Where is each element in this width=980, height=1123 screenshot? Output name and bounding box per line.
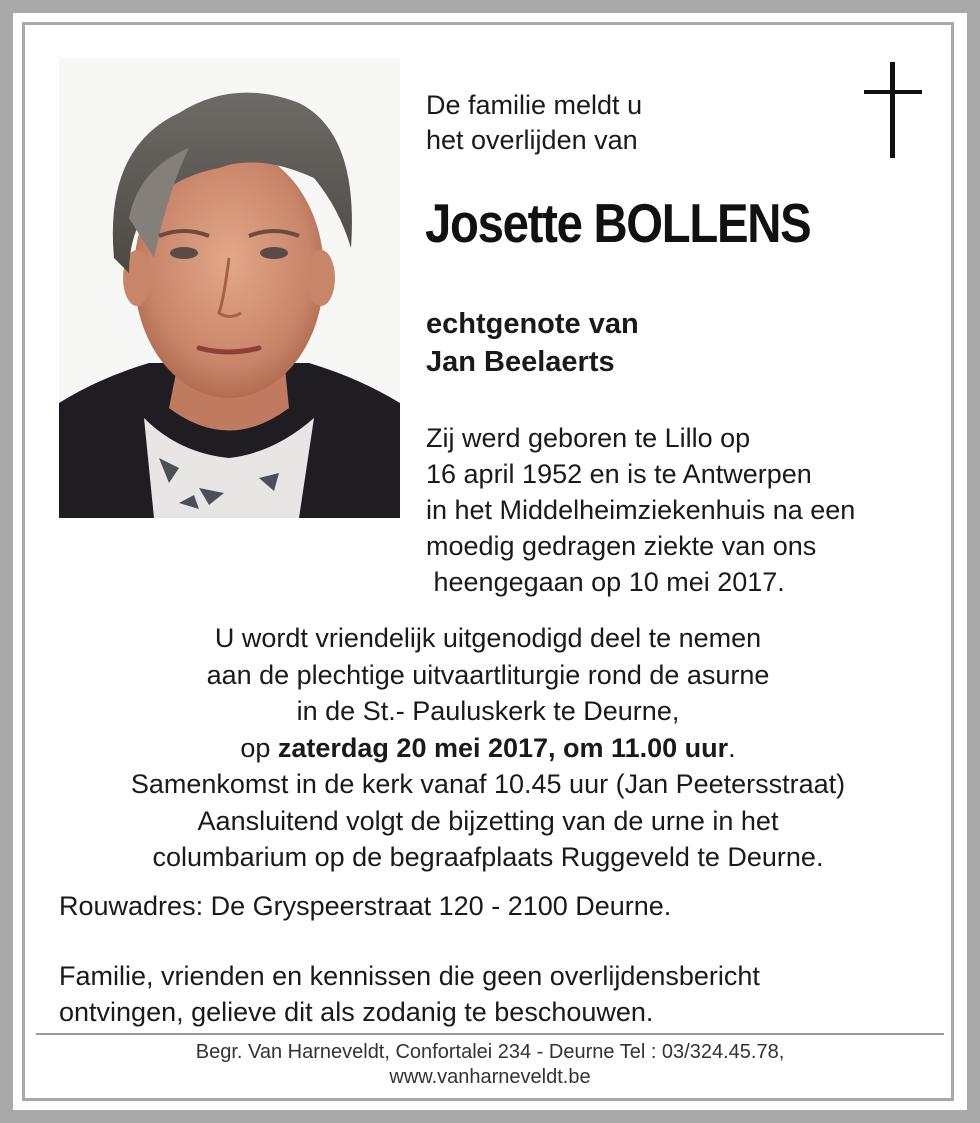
funeral-invitation	[40, 620, 936, 876]
spouse-block	[426, 305, 639, 381]
funeral-home-footer	[40, 1040, 940, 1090]
portrait-photo	[59, 58, 400, 518]
footer-line-1: Begr. Van Harneveldt, Confortalei 234 - Deurne Tel : 03/324.45.78,	[195, 1041, 785, 1063]
invitation-line-5: Samenkomst in de kerk vanaf 10.45 uur (Jan Peetersstraat)	[130, 769, 846, 799]
bio-line: moedig gedragen ziekte van ons	[426, 531, 817, 561]
invitation-line-4	[40, 730, 936, 767]
intro-line-1: De familie meldt u	[426, 90, 643, 120]
notice-text	[59, 958, 760, 1030]
intro-text	[426, 88, 642, 158]
bio-line: in het Middelheimziekenhuis na een	[426, 495, 856, 525]
invitation-line-2: aan de plechtige uitvaartliturgie rond de asurne	[206, 659, 770, 690]
biography	[426, 420, 855, 600]
invitation-line-6: Aansluitend volgt de bijzetting van de urne in het	[197, 805, 779, 836]
spouse-line-2: Jan Beelaerts	[426, 346, 615, 378]
mourning-address: Rouwadres: De Gryspeerstraat 120 - 2100 Deurne.	[59, 891, 672, 921]
invitation-date: zaterdag 20 mei 2017, om 11.00 uur	[277, 732, 729, 763]
notice-line-1: Familie, vrienden en kennissen die geen overlijdensbericht	[59, 961, 760, 991]
notice-line-2: ontvingen, gelieve dit als zodanig te beschouwen.	[59, 997, 654, 1027]
invitation-date-prefix: op	[240, 732, 278, 763]
bio-line: Zij werd geboren te Lillo op	[426, 423, 751, 453]
spouse-line-1: echtgenote van	[426, 308, 639, 340]
bio-line: 16 april 1952 en is te Antwerpen	[426, 459, 812, 489]
cross-icon	[864, 62, 922, 158]
bio-line: heengegaan op 10 mei 2017.	[426, 567, 785, 597]
intro-line-2: het overlijden van	[426, 125, 638, 155]
invitation-line-7: columbarium op de begraafplaats Ruggeveld te Deurne.	[152, 842, 824, 872]
portrait-illustration	[59, 58, 400, 518]
footer-website: www.vanharneveldt.be	[389, 1066, 591, 1088]
deceased-name: Josette BOLLENS	[425, 192, 811, 254]
invitation-line-1: U wordt vriendelijk uitgenodigd deel te nemen	[214, 623, 762, 653]
footer-divider	[36, 1033, 944, 1035]
invitation-date-suffix: .	[728, 732, 736, 763]
invitation-line-3: in de St.- Pauluskerk te Deurne,	[296, 696, 680, 726]
